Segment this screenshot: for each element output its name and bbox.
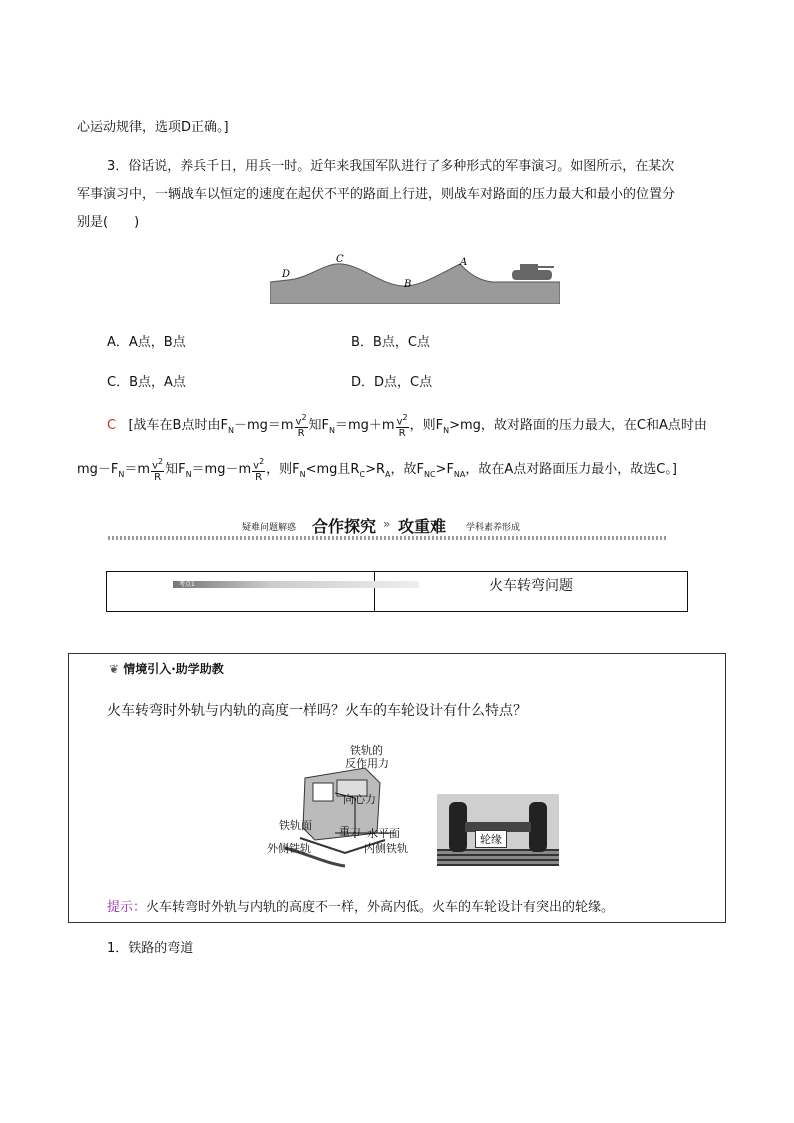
hint-line: 提示：火车转弯时外轨与内轨的高度不一样，外高内低。火车的车轮设计有突出的轮缘。 bbox=[107, 900, 615, 915]
label-outer-rail: 外侧铁轨 bbox=[267, 842, 311, 855]
fraction: $\frac{v^2}{R}$ bbox=[396, 413, 408, 440]
option-d: D．D点，C点 bbox=[351, 375, 433, 390]
kp-title: 火车转弯问题 bbox=[489, 578, 573, 594]
fraction: $\frac{v^2}{R}$ bbox=[295, 413, 307, 440]
option-c: C．B点，A点 bbox=[107, 375, 186, 390]
banner-title-1: 合作探究 bbox=[312, 517, 377, 536]
banner-left-text: 疑难问题解惑 bbox=[242, 523, 297, 533]
knowledge-point-table bbox=[106, 571, 688, 612]
section-banner bbox=[108, 512, 666, 538]
box-heading: ❦ 情境引入·助学助教 bbox=[109, 662, 224, 676]
label-horizontal: 水平面 bbox=[367, 827, 400, 840]
label-c: C bbox=[336, 254, 344, 265]
label-b: B bbox=[404, 279, 412, 290]
label-inner-rail: 内侧铁轨 bbox=[364, 842, 408, 855]
option-a: A．A点，B点 bbox=[107, 335, 186, 350]
hint-label: 提示： bbox=[107, 900, 147, 915]
question-3-line-1: 3．俗话说，养兵千日，用兵一时。近年来我国军队进行了多种形式的军事演习。如图所示，在某次 bbox=[107, 159, 675, 174]
section-heading: 1．铁路的弯道 bbox=[107, 941, 194, 956]
label-centripetal: 向心力 bbox=[343, 793, 376, 806]
banner-title-2: 攻重难 bbox=[398, 517, 447, 536]
label-rail-force-2: 反作用力 bbox=[345, 757, 389, 770]
label-d: D bbox=[282, 269, 291, 280]
text-line: 心运动规律，选项D正确。] bbox=[77, 120, 229, 135]
label-rail-force: 铁轨的 bbox=[350, 744, 383, 757]
situation-box bbox=[68, 653, 726, 923]
label-flange: 轮缘 bbox=[475, 830, 507, 848]
label-rail-surface: 铁轨面 bbox=[279, 819, 312, 832]
option-b: B．B点，C点 bbox=[351, 335, 430, 350]
solution-line-2: $mg-F_N=m$ $\frac{v^2}{R}$ 知$F_N=mg-m$ $\frac{v^2}{R}$ ，则$F_N<mg$且$R_C>R_A$，故$F_{NC}>F_{NA}$，故在A点对路面压力最小，故选C。] bbox=[77, 457, 677, 484]
fraction: $\frac{v^2}{R}$ bbox=[253, 457, 265, 484]
tank-icon bbox=[512, 264, 554, 280]
fraction: $\frac{v^2}{R}$ bbox=[152, 457, 164, 484]
terrain-figure bbox=[270, 252, 560, 304]
answer-letter: C bbox=[107, 418, 117, 434]
kp-tag: 考点1 bbox=[173, 581, 419, 588]
question-3-line-3: 别是( ) bbox=[77, 215, 140, 230]
solution-line-1: C [战车在B点时由$F_N-mg=m$ $\frac{v^2}{R}$ 知$F_N=mg+m$ $\frac{v^2}{R}$ ，则$F_N>mg$，故对路面的压力最大，在C和A点时由 bbox=[107, 413, 707, 440]
leaf-icon: ❦ bbox=[109, 662, 124, 676]
banner-right-text: 学科素养形成 bbox=[466, 523, 521, 533]
box-question: 火车转弯时外轨与内轨的高度一样吗？火车的车轮设计有什么特点？ bbox=[107, 703, 527, 719]
banner-divider bbox=[108, 536, 666, 540]
chevron-right-icon: » bbox=[383, 517, 391, 531]
wheel-figure bbox=[437, 794, 559, 866]
question-3-line-2: 军事演习中，一辆战车以恒定的速度在起伏不平的路面上行进，则战车对路面的压力最大和最小的位置分 bbox=[77, 187, 676, 202]
label-a: A bbox=[460, 257, 468, 268]
label-gravity: 重力 bbox=[339, 825, 361, 838]
